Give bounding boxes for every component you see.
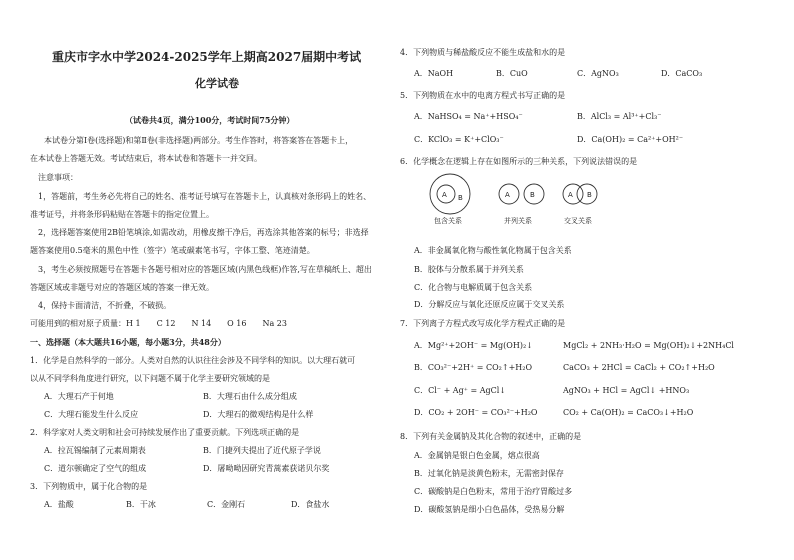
parallel-diagram [494, 180, 554, 210]
q5-option-d: D．Ca(OH)₂ = Ca²⁺+OH²⁻ [577, 135, 684, 144]
intro-line-2: 在本试卷上答题无效。考试结束后，将本试卷和答题卡一并交回。 [30, 154, 262, 163]
q8-stem: 8．下列有关金属钠及其化合物的叙述中，正确的是 [400, 432, 582, 441]
atomic-masses: 可能用到的相对原子质量：H 1 C 12 N 14 O 16 Na 23 [30, 319, 287, 328]
diagram-label-b: B [587, 191, 592, 199]
section-1-heading: 一、选择题（本大题共16小题，每小题3分，共48分） [30, 337, 226, 347]
q7-option-c-chemical: AgNO₃ + HCl = AgCl↓ +HNO₃ [563, 386, 690, 395]
diagram-label-a: A [505, 191, 510, 199]
notice-title: 注意事项： [38, 173, 78, 182]
q2-option-c: C．道尔顿确定了空气的组成 [44, 464, 147, 473]
exam-info: （试卷共4页，满分100分，考试时间75分钟） [125, 115, 295, 125]
q6-option-b: B．胶体与分散系属于并列关系 [414, 265, 524, 274]
intersection-diagram [558, 180, 608, 210]
q2-stem: 2．科学家对人类文明和社会可持续发展作出了重要贡献。下列选项正确的是 [30, 428, 300, 437]
exam-title: 重庆市字水中学2024-2025学年上期高2027届期中考试 [52, 50, 362, 64]
q8-option-b: B．过氧化钠是淡黄色粉末，无需密封保存 [414, 469, 564, 478]
q7-option-a-chemical: MgCl₂ + 2NH₃·H₂O = Mg(OH)₂↓+2NH₄Cl [563, 341, 734, 350]
intro-line-1: 本试卷分第Ⅰ卷(选择题)和第Ⅱ卷(非选择题)两部分。考生作答时，将答案答在答题卡上， [44, 136, 354, 145]
q6-stem: 6．化学概念在逻辑上存在如图所示的三种关系，下列说法错误的是 [400, 157, 638, 166]
q5-stem: 5．下列物质在水中的电离方程式书写正确的是 [400, 91, 566, 100]
q2-option-b: B．门捷列夫提出了近代原子学说 [203, 446, 321, 455]
q5-option-b: B．AlCl₃ = Al³⁺+Cl₃⁻ [577, 112, 662, 121]
q1-option-b: B．大理石由什么成分组成 [203, 392, 297, 401]
notice-2b: 题答案使用0.5毫米的黑色中性（签字）笔或碳素笔书写，字体工整、笔迹清楚。 [30, 246, 315, 255]
caption-containment: 包含关系 [434, 217, 462, 225]
q3-stem: 3．下列物质中，属于化合物的是 [30, 482, 148, 491]
caption-intersection: 交叉关系 [564, 217, 592, 225]
notice-1b: 准考证号，并将条形码粘贴在答题卡的指定位置上。 [30, 210, 214, 219]
q7-option-b-ionic: B．CO₃²⁻+2H⁺ = CO₂↑+H₂O [414, 363, 533, 372]
q4-stem: 4．下列物质与稀盐酸反应不能生成盐和水的是 [400, 48, 566, 57]
exam-subtitle: 化学试卷 [195, 77, 239, 90]
q4-option-d: D．CaCO₃ [661, 69, 703, 78]
q6-option-c: C．化合物与电解质属于包含关系 [414, 283, 533, 292]
diagram-label-b: B [530, 191, 535, 199]
q1-stem-a: 1．化学是自然科学的一部分。人类对自然的认识往往会涉及不同学科的知识。以大理石就可 [30, 356, 356, 365]
q7-option-d-chemical: CO₂ + Ca(OH)₂ = CaCO₃↓+H₂O [563, 408, 694, 417]
q8-option-a: A．金属钠是银白色金属，熔点很高 [414, 451, 540, 460]
q8-option-d: D．碳酸氢钠是细小白色晶体，受热易分解 [414, 505, 565, 514]
notice-2a: 2，选择题答案使用2B铅笔填涂,如需改动，用橡皮擦干净后，再选涂其他答案的标号；非选择 [38, 228, 369, 237]
q8-option-c: C．碳酸钠是白色粉末，常用于治疗胃酸过多 [414, 487, 573, 496]
q7-option-a-ionic: A．Mg²⁺+2OH⁻ = Mg(OH)₂↓ [414, 341, 533, 350]
notice-1a: 1，答题前，考生务必先将自己的姓名、准考证号填写在答题卡上，认真核对条形码上的姓名、 [38, 192, 372, 201]
q6-option-a: A．非金属氧化物与酸性氧化物属于包含关系 [414, 246, 572, 255]
q2-option-a: A．拉瓦锡编制了元素周期表 [44, 446, 146, 455]
diagram-label-b: B [458, 194, 463, 202]
q1-option-c: C．大理石能发生什么反应 [44, 410, 139, 419]
q1-option-d: D．大理石的微观结构是什么样 [203, 410, 314, 419]
q4-option-b: B．CuO [496, 69, 528, 78]
q7-option-d-ionic: D．CO₂ + 2OH⁻ = CO₃²⁻+H₂O [414, 408, 538, 417]
q7-stem: 7．下列离子方程式改写成化学方程式正确的是 [400, 319, 566, 328]
notice-3a: 3，考生必须按照题号在答题卡各题号相对应的答题区域(内黑色线框)作答,写在草稿纸上、超出 [38, 265, 372, 274]
notice-4: 4，保持卡面清洁，不折叠，不破损。 [38, 301, 172, 310]
q1-stem-b: 以从不同学科角度进行研究，以下问题不属于化学主要研究领域的是 [30, 374, 270, 383]
q3-option-c: C．金刚石 [207, 500, 246, 509]
q7-option-c-ionic: C．Cl⁻ + Ag⁺ = AgCl↓ [414, 386, 507, 395]
caption-parallel: 并列关系 [504, 217, 532, 225]
q3-option-d: D．食盐水 [291, 500, 330, 509]
q2-option-d: D．屠呦呦因研究青蒿素获诺贝尔奖 [203, 464, 330, 473]
containment-diagram [422, 172, 482, 222]
q6-option-d: D．分解反应与氧化还原反应属于交叉关系 [414, 300, 565, 309]
q3-option-b: B．干冰 [126, 500, 156, 509]
diagram-label-a: A [568, 191, 573, 199]
notice-3b: 答题区域或非题号对应的答题区域的答案一律无效。 [30, 283, 214, 292]
q5-option-a: A．NaHSO₄ = Na⁺+HSO₄⁻ [414, 112, 523, 121]
q4-option-a: A．NaOH [414, 69, 454, 78]
q4-option-c: C．AgNO₃ [577, 69, 619, 78]
q3-option-a: A．盐酸 [44, 500, 74, 509]
q5-option-c: C．KClO₃ = K⁺+ClO₃⁻ [414, 135, 504, 144]
q1-option-a: A．大理石产于何地 [44, 392, 114, 401]
diagram-label-a: A [442, 191, 447, 199]
q7-option-b-chemical: CaCO₃ + 2HCl = CaCl₂ + CO₂↑+H₂O [563, 363, 715, 372]
